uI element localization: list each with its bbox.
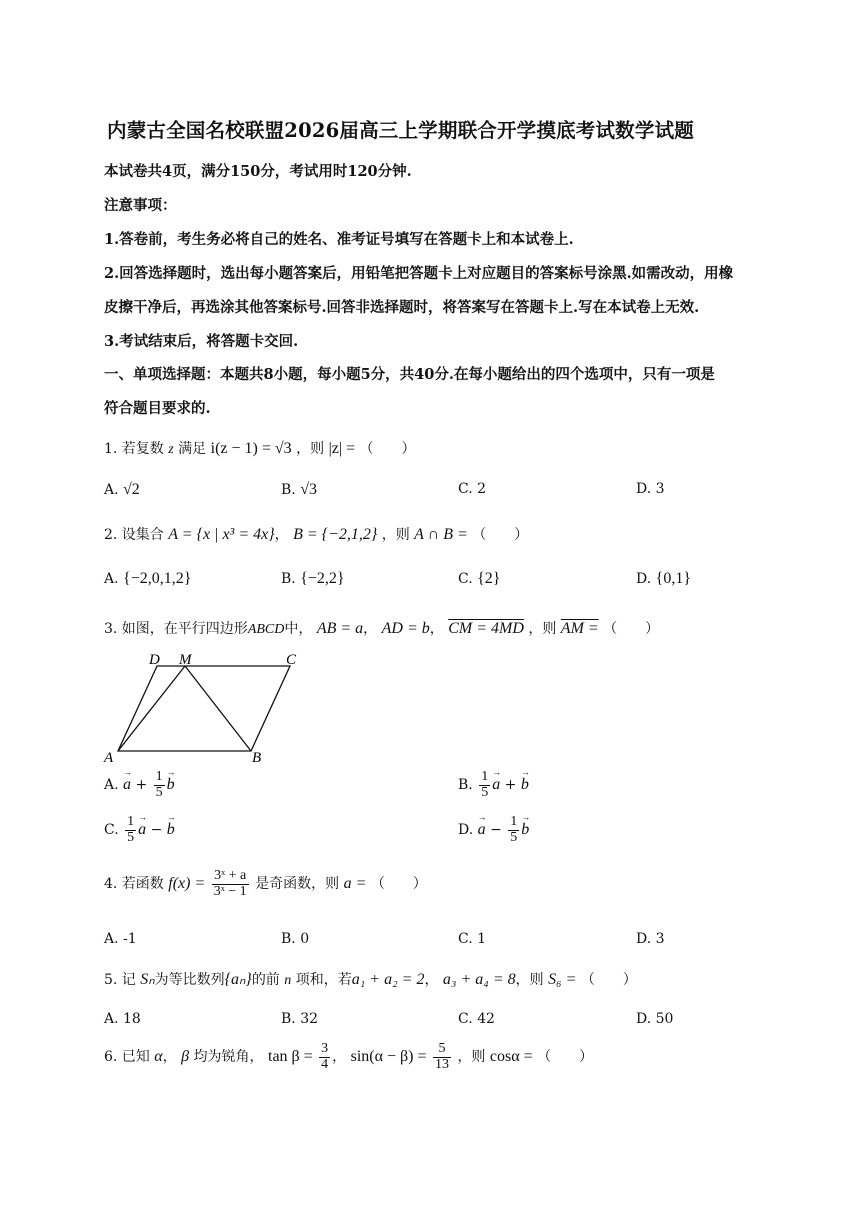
label-a: A	[104, 750, 114, 766]
q5-mid2: 的前	[251, 972, 280, 988]
q6-cond-1: tan β =	[268, 1048, 313, 1066]
option-label: C.	[458, 481, 473, 497]
option-label: A.	[104, 482, 119, 498]
q1-option-c	[458, 481, 486, 497]
q4-mid: 是奇函数，则	[255, 876, 340, 893]
parallelogram-outline	[118, 666, 290, 751]
option-label: D.	[636, 931, 652, 947]
q5-ask: S₆ =	[548, 971, 577, 988]
q4-option-c	[458, 931, 486, 947]
option-value: {2}	[477, 570, 501, 587]
q5-option-d	[636, 1011, 673, 1027]
question-2	[104, 524, 528, 544]
label-d: D	[149, 652, 160, 668]
q5-cond-1: a₁ + a₂ = 2	[351, 971, 425, 988]
q1-option-a	[104, 481, 140, 499]
q2-paren: （ ）	[472, 527, 529, 543]
option-label: C.	[458, 931, 473, 947]
notice-3: 3.考试结束后，将答题卡交回.	[104, 333, 299, 350]
option-label: D.	[636, 1011, 652, 1027]
option-value: 1	[477, 931, 487, 947]
q2-then: ，则	[381, 527, 410, 543]
q2-option-a	[104, 570, 191, 588]
q6-fraction-1: $\frac{3}{4}$	[321, 1041, 329, 1072]
label-c: C	[286, 652, 297, 668]
section-1-heading: 一、单项选择题：本题共8小题，每小题5分，共40分.在每小题给出的四个选项中，只有一项是	[104, 366, 715, 383]
exam-intro: 本试卷共4页，满分150分，考试用时120分钟.	[104, 163, 412, 180]
q1-option-b	[281, 481, 317, 499]
q2-option-c	[458, 570, 500, 588]
q4-function: f(x) =	[168, 875, 206, 893]
q6-beta: β	[181, 1048, 190, 1066]
q1-then: ，则	[296, 441, 325, 457]
q3-ask: AM =	[560, 620, 599, 637]
q3-prefix: 3. 如图，在平行四边形	[104, 621, 248, 637]
q1-paren: （ ）	[359, 441, 416, 457]
option-label: A.	[104, 777, 119, 794]
parallelogram-figure	[100, 645, 315, 767]
q4-option-b	[281, 931, 309, 947]
q3-option-d: D. → a − $\frac{1}{5}$ → b	[458, 815, 529, 845]
segment-mb	[185, 666, 251, 751]
option-label: B.	[281, 931, 296, 947]
option-value: 32	[300, 1011, 319, 1027]
q5-an: {aₙ}	[224, 971, 252, 988]
question-1	[104, 438, 416, 458]
q3-option-c: C. $\frac{1}{5}$ → a − → b	[104, 815, 175, 845]
q5-option-b	[281, 1011, 318, 1027]
q2-option-b	[281, 570, 345, 588]
label-m: M	[179, 652, 192, 668]
q3-cond-1: AB = a	[316, 620, 364, 637]
q6-mid: 均为锐角，	[193, 1049, 264, 1066]
q5-option-c	[458, 1011, 495, 1027]
q4-option-a	[104, 931, 137, 947]
q4-option-d	[636, 931, 665, 947]
option-value: 2	[477, 481, 487, 497]
q5-option-a	[104, 1011, 141, 1027]
option-value: 0	[300, 931, 310, 947]
notice-2b: 皮擦干净后，再选涂其他答案标号.回答非选择题时，将答案写在答题卡上.写在本试卷上无效.	[104, 299, 700, 316]
option-value: {0,1}	[655, 570, 691, 587]
q2-prefix: 2. 设集合	[104, 527, 164, 543]
q1-var: z	[168, 442, 174, 457]
option-label: D.	[458, 822, 474, 839]
option-label: C.	[458, 1011, 473, 1027]
q4-paren: （ ）	[370, 876, 427, 893]
option-label: B.	[281, 482, 296, 498]
q2-ask: A ∩ B =	[414, 526, 468, 543]
option-label: D.	[636, 571, 652, 587]
q4-ask: a =	[343, 875, 367, 893]
question-3: 3. 如图，在平行四边形ABCD中， AB = a， AD = b， CM = 4MD ，则 AM = （ ）	[104, 620, 660, 637]
q1-condition: i(z − 1) = √3	[210, 440, 292, 457]
q1-option-d	[636, 481, 665, 497]
q6-ask: cosα =	[489, 1048, 533, 1066]
option-label: A.	[104, 571, 119, 587]
q2-sep: ，	[274, 527, 289, 543]
q5-n: n	[284, 973, 292, 988]
q5-sn: Sₙ	[140, 971, 155, 988]
q1-mid: 满足	[178, 441, 207, 457]
option-label: C.	[458, 571, 473, 587]
q3-cond-3: CM = 4MD	[448, 620, 524, 637]
option-value: {−2,0,1,2}	[123, 570, 192, 587]
option-value: 42	[477, 1011, 495, 1027]
q2-set-a: A = {x | x³ = 4x}	[168, 526, 275, 543]
q3-paren: （ ）	[603, 621, 660, 637]
exam-title: 内蒙古全国名校联盟2026届高三上学期联合开学摸底考试数学试题	[107, 119, 694, 142]
option-label: C.	[104, 822, 119, 839]
q6-paren: （ ）	[537, 1049, 594, 1066]
q5-mid1: 为等比数列	[154, 972, 225, 988]
q5-mid3: 项和，若	[295, 972, 352, 988]
option-label: A.	[104, 1011, 119, 1027]
label-b: B	[252, 750, 262, 766]
option-value: 50	[655, 1011, 674, 1027]
option-value: √2	[123, 481, 140, 498]
q4-prefix: 4. 若函数	[104, 876, 164, 893]
q6-then: ，则	[457, 1049, 486, 1066]
q6-fraction-2: $\frac{5}{13}$	[434, 1041, 449, 1072]
option-label: B.	[458, 777, 473, 794]
q5-paren: （ ）	[580, 972, 637, 988]
option-label: B.	[281, 1011, 296, 1027]
question-5: 5. 记 Sₙ为等比数列{aₙ}的前 n 项和，若a₁ + a₂ = 2， a₃ + a₄ = 8，则 S₆ = （ ）	[104, 971, 637, 988]
option-value: 3	[655, 481, 665, 497]
notice-1: 1.答卷前，考生务必将自己的姓名、准考证号填写在答题卡上和本试卷上.	[104, 231, 574, 248]
option-value: 18	[123, 1011, 141, 1027]
notice-heading: 注意事项：	[104, 197, 177, 214]
q6-prefix: 6. 已知	[104, 1049, 150, 1066]
q2-set-b: B = {−2,1,2}	[293, 526, 378, 543]
q3-option-b: B. $\frac{1}{5}$ → a + → b	[458, 770, 529, 800]
option-label: A.	[104, 931, 119, 947]
section-1-heading-cont: 符合题目要求的.	[104, 400, 211, 417]
question-6: 6. 已知 α， β 均为锐角， tan β = $\frac{3}{4}$ ， sin(α − β) = $\frac{5}{13}$ ，则 cosα = （ ）	[104, 1041, 594, 1072]
q5-cond-2: a₃ + a₄ = 8	[442, 971, 516, 988]
q5-prefix: 5. 记	[104, 972, 136, 988]
q3-option-a: A. → a + $\frac{1}{5}$ → b	[104, 770, 175, 800]
notice-2a: 2.回答选择题时，选出每小题答案后，用铅笔把答题卡上对应题目的答案标号涂黑.如需改动，用橡	[104, 265, 734, 282]
question-4	[104, 869, 427, 899]
q3-mid: 中，	[284, 621, 313, 637]
q3-shape: ABCD	[247, 622, 285, 637]
q4-fraction: $\frac{\text{3ˣ + a}}{\text{3ˣ − 1}}$	[213, 868, 247, 899]
q3-then: ，则	[528, 621, 557, 637]
option-value: {−2,2}	[300, 570, 345, 587]
q3-cond-2: AD = b	[381, 620, 430, 637]
q6-cond-2: sin(α − β) =	[350, 1048, 427, 1066]
q1-ask: |z| =	[328, 440, 356, 457]
option-value: 3	[655, 931, 665, 947]
option-value: -1	[123, 931, 137, 947]
q1-prefix: 1. 若复数	[104, 441, 164, 457]
q5-then: ，则	[515, 972, 544, 988]
q6-alpha: α	[154, 1048, 163, 1066]
option-label: D.	[636, 481, 652, 497]
option-label: B.	[281, 571, 296, 587]
option-value: √3	[300, 481, 317, 498]
q2-option-d	[636, 570, 691, 588]
